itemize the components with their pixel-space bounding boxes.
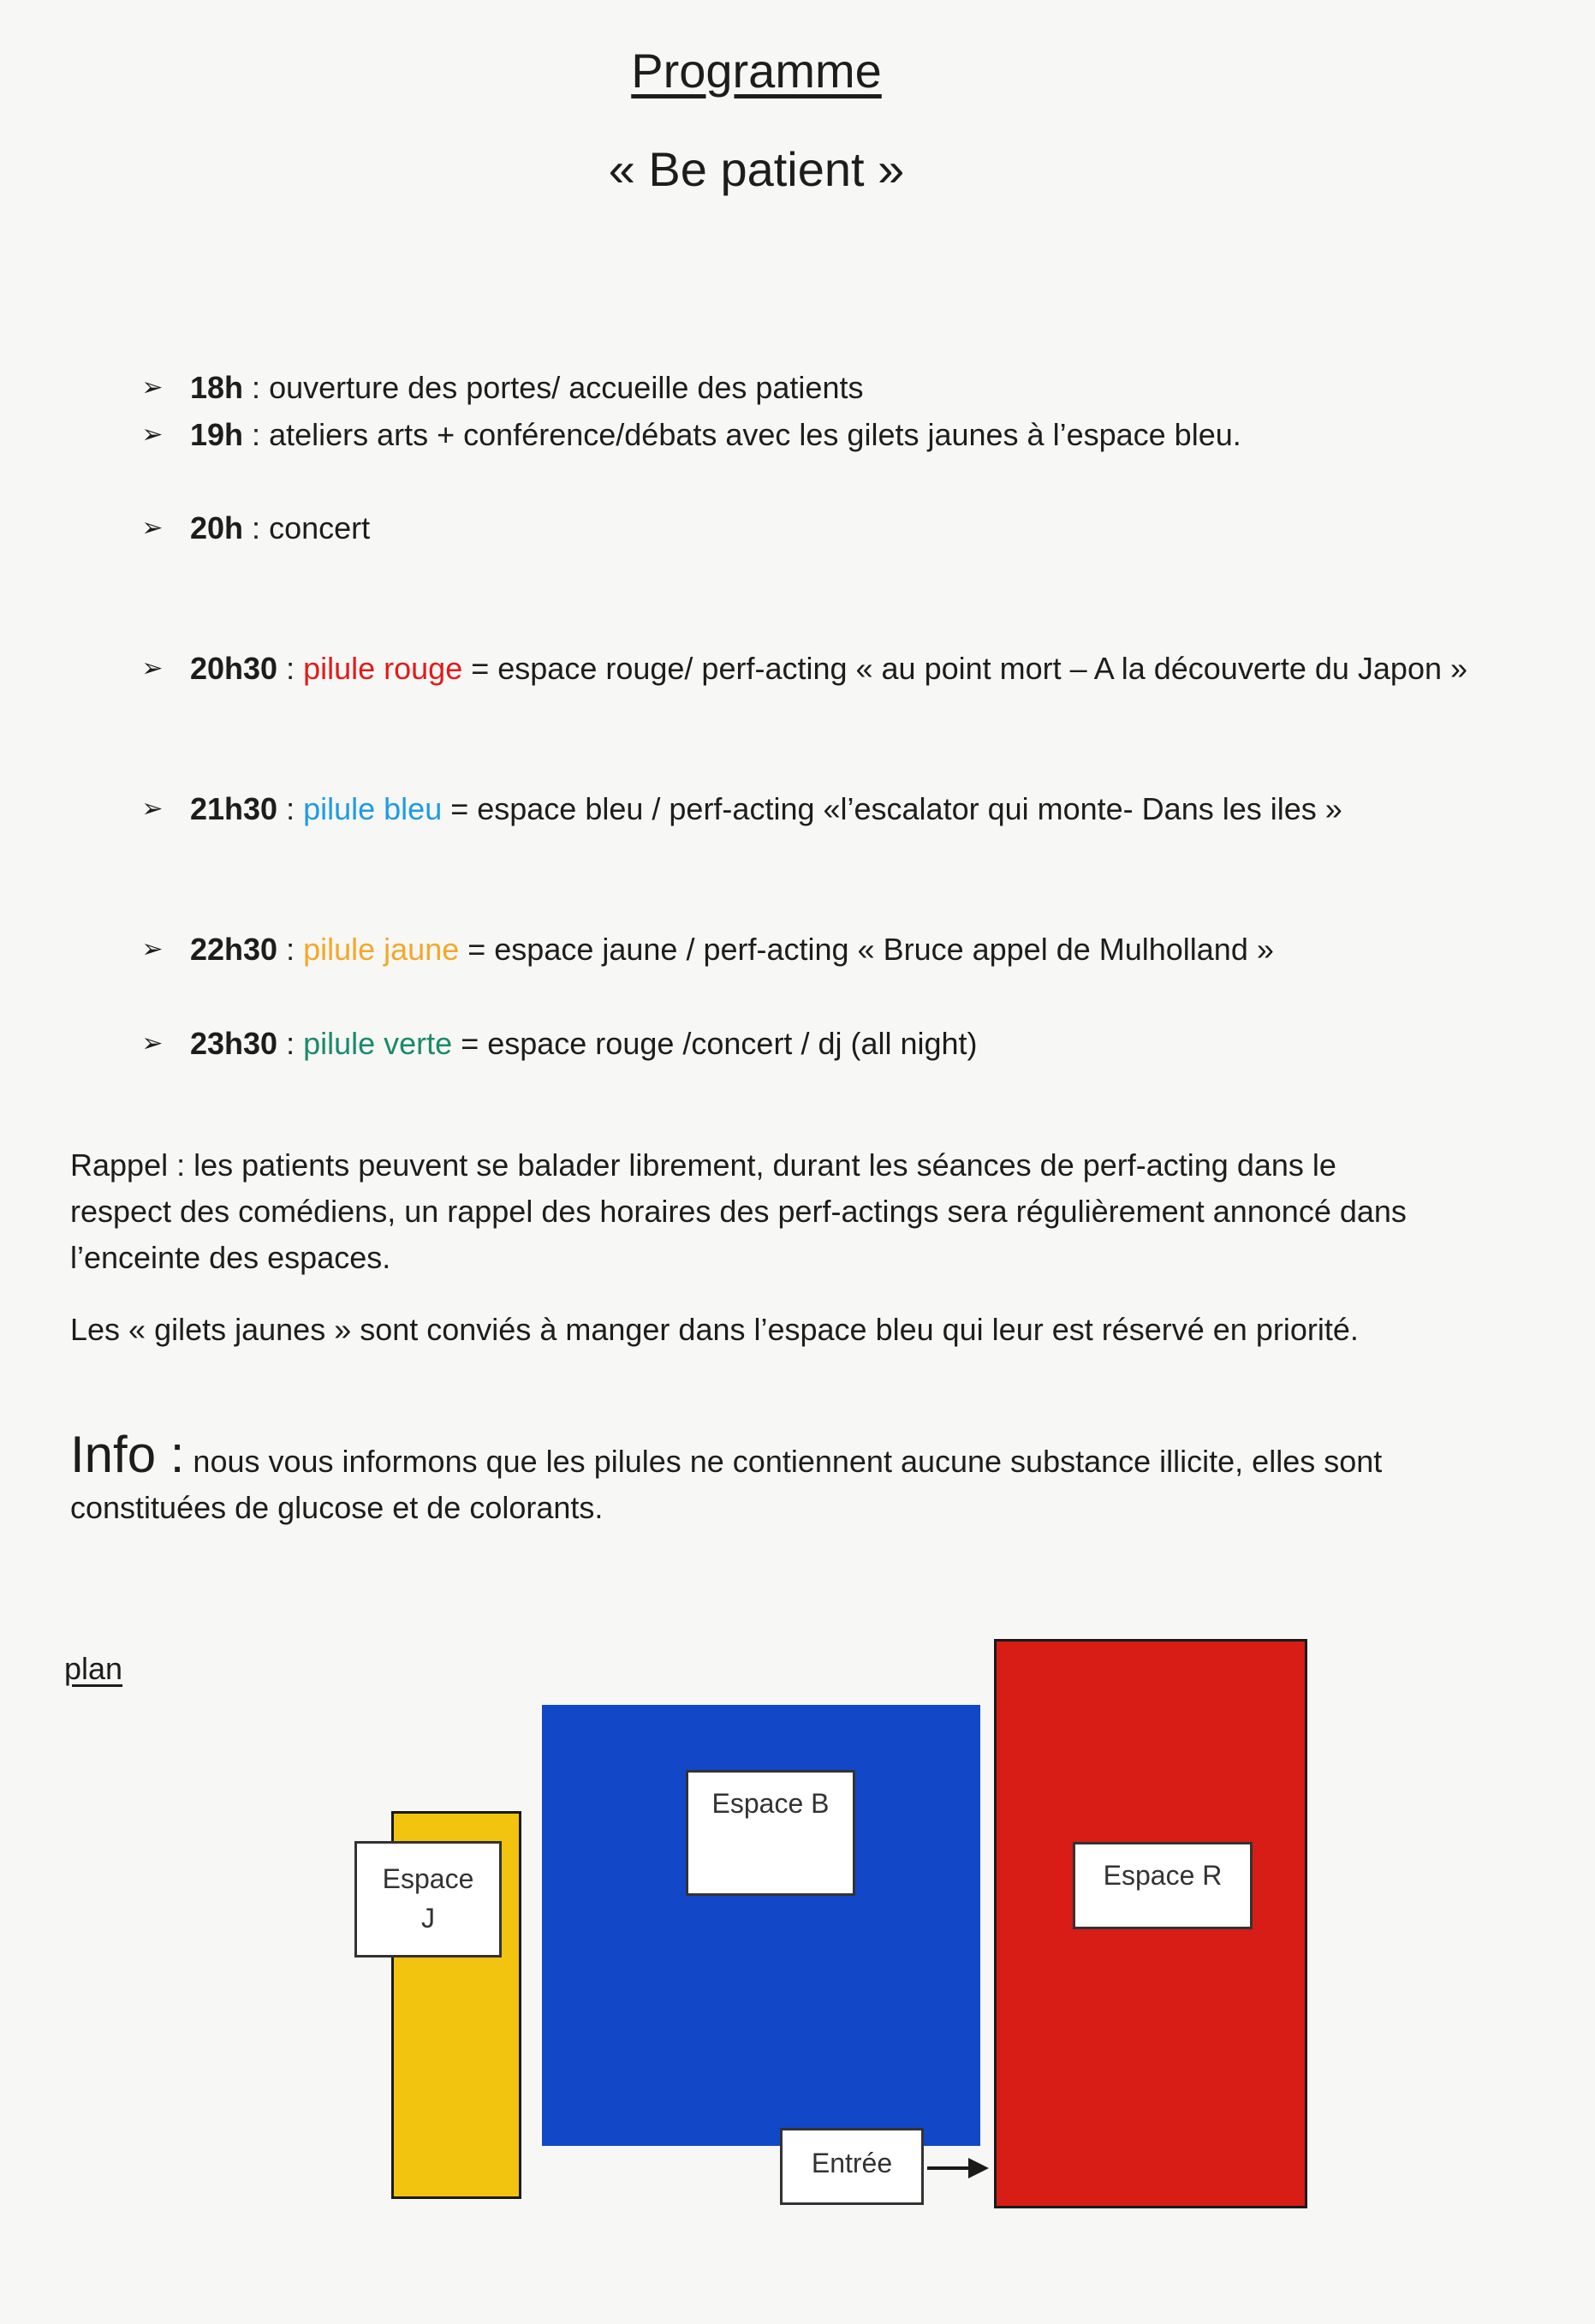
schedule-time: 20h [190, 510, 244, 545]
espace-j-label [354, 1841, 502, 1958]
schedule-pill: pilule bleu [303, 791, 443, 826]
arrowhead-bullet-icon: ➢ [141, 373, 164, 402]
arrow-right-icon [927, 2156, 989, 2180]
schedule-text-after: = espace rouge/ perf-acting « au point mort – A la découverte du Japon » [462, 651, 1468, 686]
schedule-separator: : [243, 370, 270, 405]
schedule-item [137, 927, 1473, 973]
schedule-item [137, 646, 1473, 692]
entree-label: Entrée [780, 2128, 924, 2205]
schedule-pill: pilule rouge [303, 651, 463, 686]
schedule-pill: pilule jaune [303, 932, 460, 967]
schedule-pill: pilule verte [303, 1026, 453, 1061]
info-label: Info : [70, 1426, 185, 1483]
info-text: nous vous informons que les pilules ne contiennent aucune substance illicite, elles sont constituées de glucose et de colorants. [70, 1444, 1383, 1525]
arrowhead-bullet-icon: ➢ [141, 514, 164, 542]
schedule-text-after: = espace bleu / perf-acting «l’escalator qui monte- Dans les iles » [442, 791, 1342, 826]
schedule-time: 22h30 [190, 932, 278, 967]
schedule-text: ateliers arts + conférence/débats avec les gilets jaunes à l’espace bleu. [269, 417, 1241, 452]
schedule-text: concert [269, 510, 371, 545]
rappel-paragraph: Rappel : les patients peuvent se balader librement, durant les séances de perf-acting dans le respect des comédiens, un rappel des horaires des perf-actings sera régulièrement annoncé dans l’enceinte des espaces. [70, 1147, 1407, 1275]
schedule-time: 20h30 [190, 651, 278, 686]
espace-j-label-line1: Espace [382, 1863, 474, 1894]
schedule-text-after: ouverture des portes/ accueille des patients [269, 370, 864, 405]
page-title: Programme [631, 44, 882, 98]
schedule-item [137, 505, 1473, 551]
schedule-time: 23h30 [190, 1026, 278, 1061]
schedule-item [137, 786, 1473, 832]
schedule-item [137, 365, 1473, 411]
schedule-item [137, 412, 1473, 458]
schedule-separator: : [277, 932, 304, 967]
espace-b-label: Espace B [686, 1770, 855, 1896]
arrowhead-bullet-icon: ➢ [141, 1029, 164, 1058]
arrowhead-bullet-icon: ➢ [141, 420, 164, 449]
schedule-separator: : [277, 651, 304, 686]
arrowhead-bullet-icon: ➢ [141, 935, 164, 963]
arrowhead-bullet-icon: ➢ [141, 654, 164, 682]
schedule-separator: : [243, 510, 270, 545]
schedule-time: 19h [190, 417, 244, 452]
schedule-time: 18h [190, 370, 244, 405]
schedule-separator: : [277, 1026, 304, 1061]
arrowhead-bullet-icon: ➢ [141, 795, 164, 823]
schedule-separator: : [243, 417, 270, 452]
schedule-text-after: = espace rouge /concert / dj (all night) [452, 1026, 978, 1061]
schedule-text-after: = espace jaune / perf-acting « Bruce appel de Mulholland » [459, 932, 1274, 967]
page-subtitle: « Be patient » [608, 142, 905, 196]
schedule-time: 21h30 [190, 791, 278, 826]
espace-j-label-line2: J [421, 1903, 435, 1934]
schedule-item [137, 1021, 1473, 1067]
info-paragraph [70, 1426, 1440, 1531]
espace-r-label: Espace R [1073, 1842, 1253, 1929]
schedule-separator: : [277, 791, 304, 826]
gilets-paragraph: Les « gilets jaunes » sont conviés à manger dans l’espace bleu qui leur est réservé en priorité. [70, 1312, 1359, 1347]
plan-label: plan [64, 1651, 123, 1686]
